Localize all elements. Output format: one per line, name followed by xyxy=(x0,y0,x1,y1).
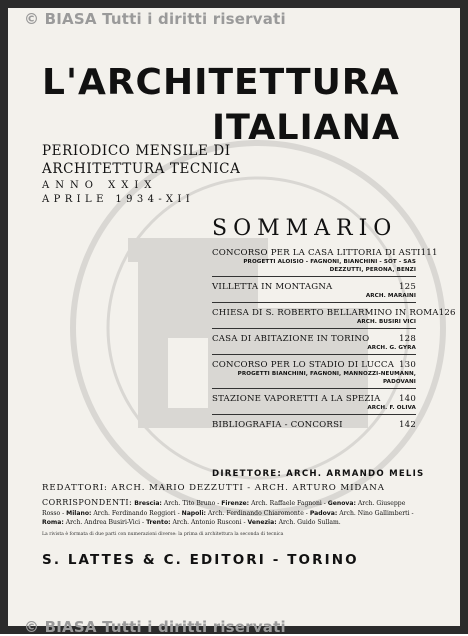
toc-item-credit: DEZZUTTI, PERONA, BENZI xyxy=(329,267,416,273)
corr-city: Napoli: xyxy=(181,509,206,517)
toc-item-credit: PADOVANI xyxy=(382,379,416,385)
toc-divider xyxy=(212,414,416,415)
corr-city: Firenze: xyxy=(221,500,250,507)
toc-item-credit: ARCH. BUSIRI VICI xyxy=(356,319,416,325)
toc-item-title: CHIESA DI S. ROBERTO BELLARMINO IN ROMA xyxy=(212,308,439,318)
sommario-heading: SOMMARIO xyxy=(212,216,398,241)
toc-item xyxy=(212,248,438,274)
toc-item-title: CONCORSO PER LA CASA LITTORIA DI ASTI xyxy=(212,248,421,258)
issue-year: ANNO XXIX xyxy=(42,180,158,191)
corr-name: Arch. Giuseppe Rosso xyxy=(42,500,406,517)
toc-item-credit: PROGETTI ALOISIO - FAGNONI, BIANCHINI - SOT - SAS xyxy=(243,259,416,265)
toc-item-title: CONCORSO PER LO STADIO DI LUCCA xyxy=(212,360,395,370)
direttore: DIRETTORE: ARCH. ARMANDO MELIS xyxy=(212,469,425,479)
fine-print: La rivista è formata di due parti con numerazioni diverse: la prima di architettura la seconda di tecnica xyxy=(42,532,284,537)
corrispondenti-label: CORRISPONDENTI: xyxy=(42,498,133,507)
masthead-title-line1: L'ARCHITETTURA xyxy=(42,62,400,103)
watermark-top: © BIASA Tutti i diritti riservati xyxy=(24,10,286,28)
masthead-title-line2: ITALIANA xyxy=(212,108,401,148)
toc-item xyxy=(212,360,416,386)
corr-name: Arch. Raffaele Fagnoni xyxy=(251,500,322,507)
toc-item xyxy=(212,308,456,326)
toc-divider xyxy=(212,388,416,389)
corr-name: Arch. Ferdinando Reggiori xyxy=(93,509,176,517)
toc-item-page: 142 xyxy=(398,420,416,430)
toc-item-title: BIBLIOGRAFIA - CONCORSI xyxy=(212,420,343,430)
toc-item-credit: PROGETTI BIANCHINI, FAGNONI, MANNOZZI-NEUMANN, xyxy=(237,371,416,377)
toc-item xyxy=(212,334,416,352)
corr-city: Trento: xyxy=(146,519,171,527)
toc-item-title: VILLETTA IN MONTAGNA xyxy=(212,282,333,292)
toc-item-title: STAZIONE VAPORETTI A LA SPEZIA xyxy=(212,394,381,404)
toc-item-credit: ARCH. G. GYRA xyxy=(367,345,416,351)
watermark-bottom: © BIASA Tutti i diritti riservati xyxy=(24,618,286,636)
corr-name: Arch. Antonio Rusconi xyxy=(172,519,242,527)
toc-divider xyxy=(212,276,416,277)
publisher: S. LATTES & C. EDITORI - TORINO xyxy=(42,552,359,568)
corr-name: Arch. Nino Gallimberti xyxy=(339,509,410,517)
toc-item-page: 140 xyxy=(398,394,416,404)
corr-city: Venezia: xyxy=(247,519,277,527)
subtitle-line1: PERIODICO MENSILE DI xyxy=(42,143,231,159)
redattori: REDATTORI: ARCH. MARIO DEZZUTTI - ARCH. ARTURO MIDANA xyxy=(42,483,385,493)
toc-item-page: 130 xyxy=(398,360,416,370)
toc-item xyxy=(212,282,416,300)
toc-divider xyxy=(212,328,416,329)
toc-divider xyxy=(212,302,416,303)
corr-city: Milano: xyxy=(66,509,92,517)
corr-city: Padova: xyxy=(309,509,338,517)
corr-name: Arch. Ferdinando Chiaromonte xyxy=(207,509,304,517)
toc-item-page: 128 xyxy=(398,334,416,344)
corr-city: Roma: xyxy=(42,519,64,527)
magazine-cover xyxy=(8,8,460,636)
corr-name: Arch. Guido Sullam. xyxy=(278,519,341,527)
toc-divider xyxy=(212,354,416,355)
corr-name: Arch. Andrea Busiri-Vici xyxy=(65,519,141,527)
masthead-subtitle xyxy=(42,142,240,178)
toc-item xyxy=(212,420,416,430)
issue-date: APRILE 1934-XII xyxy=(42,194,195,205)
toc-item-page: 125 xyxy=(398,282,416,292)
toc-item-page: 126 xyxy=(438,308,456,318)
toc-item-credit: ARCH. MARAINI xyxy=(365,293,416,299)
corrispondenti: CORRISPONDENTI: Brescia: Arch. Tito Bruno - Firenze: Arch. Raffaele Fagnoni - Genova: Arch. Giuseppe Rosso - Milano: Arch. Ferdinando Reggiori - Napoli: Arch. Ferdinando Chiaromonte - Padova: Arch. Nino Gallimberti - Roma: Arch. Andrea Busiri-Vici - Trento: Arch. Antonio Rusconi - Venezia: Arch. Guido Sullam. xyxy=(42,498,414,527)
corr-city: Genova: xyxy=(327,500,356,507)
corr-city: Brescia: xyxy=(134,500,162,507)
corr-name: Arch. Tito Bruno xyxy=(163,500,216,507)
toc-item-page: 111 xyxy=(420,248,438,258)
toc-item-title: CASA DI ABITAZIONE IN TORINO xyxy=(212,334,370,344)
toc-item xyxy=(212,394,416,412)
toc-item-credit: ARCH. F. OLIVA xyxy=(367,405,416,411)
subtitle-line2: ARCHITETTURA TECNICA xyxy=(42,161,241,177)
